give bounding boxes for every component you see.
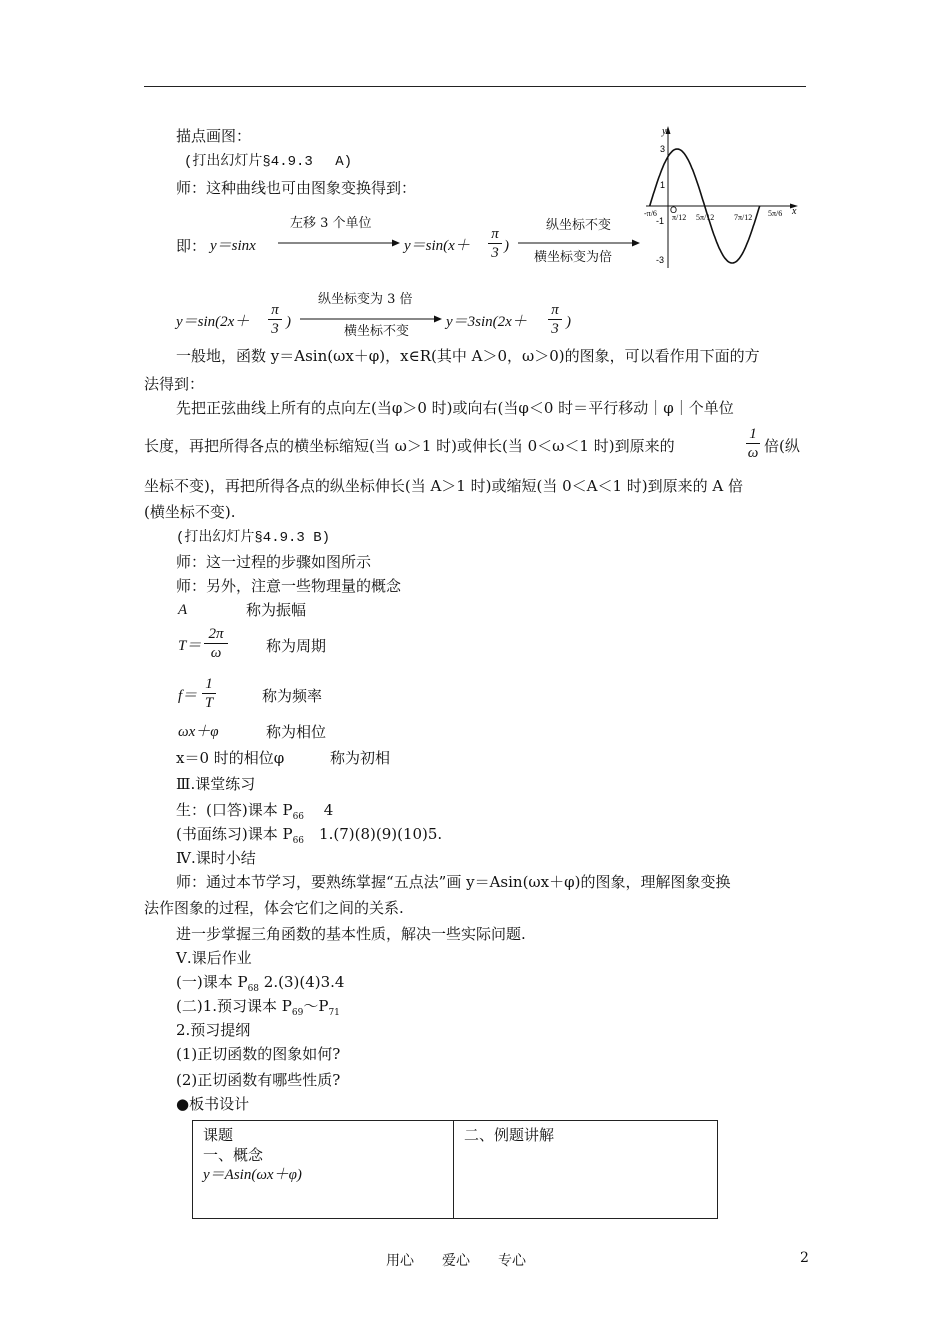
def-frequency-symbol: f＝	[178, 688, 198, 704]
arrow3	[300, 314, 442, 324]
board-topic: 课题	[203, 1126, 234, 1144]
para-general-2: 法得到：	[144, 375, 205, 393]
eq-y-sinx: y＝sinx	[210, 238, 256, 254]
frac-den: 3	[551, 321, 559, 337]
frac-pi-over-3-c	[548, 302, 562, 337]
frac-num: 1	[749, 426, 757, 442]
frac-pi-over-3-b	[268, 302, 282, 337]
section-iv-para-3: 进一步掌握三角函数的基本性质，解决一些实际问题.	[176, 925, 526, 943]
def-period-text: 称为周期	[266, 637, 327, 655]
section-v-outline: 2.预习提纲	[176, 1021, 251, 1039]
arrow3-bottom-label: 横坐标不变	[344, 324, 410, 339]
text-slide-b: (打出幻灯片§4.9.3 B)	[176, 530, 331, 546]
arrow2-top-label: 纵坐标不变	[546, 218, 612, 233]
section-v-q2: (2)正切函数有哪些性质?	[176, 1071, 341, 1089]
section-v-item-1: (一)课本 $P_{68}$ 2.(3)(4)3.4	[176, 973, 345, 994]
eq-close-paren-a: )	[504, 238, 509, 254]
def-amplitude-symbol: A	[178, 602, 188, 618]
eq-y-sin-x-plus: y＝sin(x＋	[404, 238, 470, 254]
board-right-cell	[454, 1121, 718, 1219]
eq-close-paren-c: )	[566, 314, 571, 330]
graph-xtick-5pi6: 5π/6	[768, 209, 783, 218]
text-teacher-transform: 师：这种曲线也可由图象变换得到：	[176, 179, 417, 197]
graph-x-label: x	[792, 206, 797, 217]
graph-xtick-neg-pi6: -π/6	[644, 209, 657, 218]
frac-num: π	[491, 226, 499, 242]
section-iv-para-1: 师：通过本节学习，要熟练掌握“五点法”画 y＝Asin(ωx＋φ)的图象，理解图象变换	[176, 873, 731, 891]
graph-xtick-7pi12: 7π/12	[734, 213, 753, 222]
para-steps-1: 先把正弦曲线上所有的点向左(当φ＞0 时)或向右(当φ＜0 时＝平行移动｜φ｜个单位	[176, 399, 734, 417]
frac-num: 1	[205, 676, 213, 692]
arrow2-bottom-label: 横坐标变为倍	[534, 250, 613, 265]
board-left-cell	[193, 1121, 454, 1219]
frac-1-over-omega	[746, 426, 760, 461]
eq-y-sin-2x: y＝sin(2x＋	[176, 314, 250, 330]
arrow1-label: 左移 3 个单位	[290, 216, 372, 231]
board-table	[192, 1120, 718, 1219]
eq-close-paren-b: )	[286, 314, 291, 330]
graph-xtick-pi12: π/12	[672, 213, 687, 222]
board-formula: y＝Asin(ωx＋φ)	[203, 1167, 302, 1183]
section-v-heading: Ⅴ.课后作业	[176, 949, 252, 967]
graph-ytick-neg3: -3	[656, 255, 665, 265]
sine-graph	[640, 122, 808, 272]
graph-ytick-3: 3	[660, 144, 666, 154]
section-iii-heading: Ⅲ.课堂练习	[176, 775, 256, 793]
section-iv-heading: Ⅳ.课时小结	[176, 849, 256, 867]
footer-motto: 用心 爱心 专心	[386, 1253, 526, 1269]
para-steps-2b: 倍(纵	[764, 437, 800, 455]
def-phase-symbol: ωx＋φ	[178, 724, 219, 740]
text-plot-points: 描点画图：	[176, 127, 252, 145]
frac-den: ω	[210, 645, 222, 661]
arrow1	[278, 238, 400, 248]
frac-den: 3	[491, 245, 499, 261]
text-slide-a: (打出幻灯片§4.9.3 A)	[184, 154, 353, 170]
eq-y-3sin-2x: y＝3sin(2x＋	[446, 314, 527, 330]
frac-num: π	[551, 302, 559, 318]
def-phase-text: 称为相位	[266, 723, 327, 741]
graph-ytick-1: 1	[660, 180, 666, 190]
section-v-q1: (1)正切函数的图象如何?	[176, 1045, 341, 1063]
graph-ytick-neg1: -1	[656, 216, 665, 226]
arrow2	[518, 238, 640, 248]
para-steps-4: (横坐标不变).	[144, 503, 236, 521]
frac-den: ω	[747, 445, 759, 461]
frac-den: T	[204, 695, 214, 711]
text-ji-prefix: 即：	[176, 237, 207, 255]
graph-origin: O	[670, 205, 678, 215]
board-design-heading: ●板书设计	[176, 1095, 250, 1113]
section-iii-written: (书面练习)课本 $P_{66}$ 1.(7)(8)(9)(10)5.	[176, 825, 443, 846]
arrow3-top-label: 纵坐标变为 3 倍	[318, 292, 413, 307]
frac-den: 3	[271, 321, 279, 337]
page-number: 2	[800, 1250, 809, 1266]
frac-2pi-over-omega	[204, 626, 228, 661]
text-teacher-steps: 师：这一过程的步骤如图所示	[176, 553, 372, 571]
graph-xtick-5pi12: 5π/12	[696, 213, 715, 222]
para-steps-3: 坐标不变)，再把所得各点的纵坐标伸长(当 A＞1 时)或缩短(当 0＜A＜1 时)到原来的 A 倍	[144, 477, 744, 495]
def-amplitude-text: 称为振幅	[246, 601, 307, 619]
frac-num: 2π	[208, 626, 224, 642]
text-teacher-concepts: 师：另外，注意一些物理量的概念	[176, 577, 402, 595]
frac-pi-over-3-a	[488, 226, 502, 261]
def-initial-phase-symbol: x＝0 时的相位φ	[176, 749, 285, 767]
frac-num: π	[271, 302, 279, 318]
def-initial-phase-text: 称为初相	[330, 749, 391, 767]
section-iii-oral: 生：(口答)课本 $P_{66}$ 4	[176, 801, 334, 822]
para-general-1: 一般地，函数 y＝Asin(ωx＋φ)，x∈R(其中 A＞0，ω＞0)的图象，可以看作用下面的方	[176, 347, 760, 365]
def-period-symbol: T＝	[178, 638, 202, 654]
section-v-item-2: (二)1.预习课本 $P_{69}\sim P_{71}$	[176, 997, 340, 1018]
para-steps-2a: 长度，再把所得各点的横坐标缩短(当 ω＞1 时)或伸长(当 0＜ω＜1 时)到原来的	[144, 437, 675, 455]
header-rule	[144, 86, 806, 87]
board-examples: 二、例题讲解	[464, 1126, 555, 1144]
section-iv-para-2: 法作图象的过程，体会它们之间的关系.	[144, 899, 404, 917]
board-concept: 一、概念	[203, 1146, 264, 1164]
def-frequency-text: 称为频率	[262, 687, 323, 705]
graph-y-label: y	[662, 126, 667, 137]
frac-1-over-T	[202, 676, 216, 711]
